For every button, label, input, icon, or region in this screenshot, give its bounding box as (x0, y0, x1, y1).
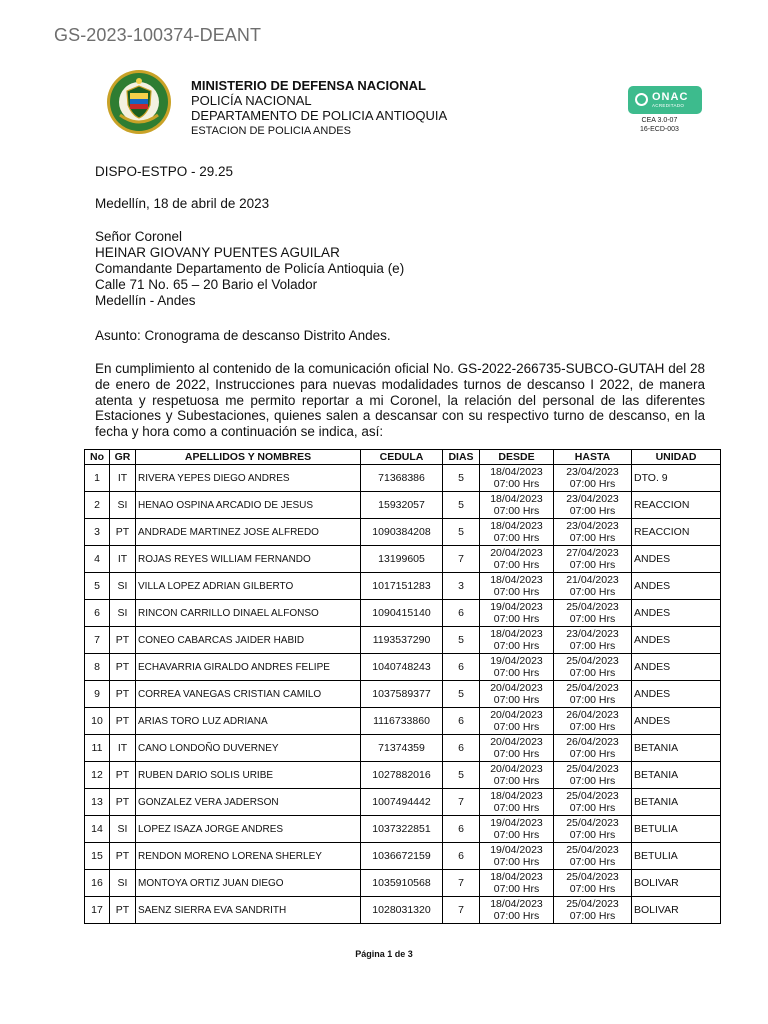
cell-hasta (554, 573, 632, 600)
onac-tagline: ACREDITADO (652, 103, 685, 108)
cell-cedula: 1090384208 (361, 519, 443, 546)
cell-no: 8 (85, 654, 110, 681)
cell-days: 6 (443, 843, 480, 870)
col-header: DIAS (443, 450, 480, 465)
cell-desde (480, 492, 554, 519)
hasta-date: 25/04/2023 (566, 655, 619, 667)
desde-date: 20/04/2023 (490, 709, 543, 721)
cell-days: 5 (443, 762, 480, 789)
desde-time: 07:00 Hrs (493, 829, 540, 841)
desde-date: 18/04/2023 (490, 493, 543, 505)
cell-hasta (554, 708, 632, 735)
onac-badge (628, 86, 702, 114)
cell-no: 3 (85, 519, 110, 546)
hasta-time: 07:00 Hrs (569, 748, 616, 760)
col-header: UNIDAD (632, 450, 721, 465)
hasta-time: 07:00 Hrs (569, 505, 616, 517)
cell-grade: PT (110, 654, 136, 681)
col-header: GR (110, 450, 136, 465)
rest-schedule-table (84, 449, 721, 924)
hasta-time: 07:00 Hrs (569, 613, 616, 625)
hasta-date: 25/04/2023 (566, 844, 619, 856)
cell-name: RUBEN DARIO SOLIS URIBE (136, 762, 361, 789)
desde-time: 07:00 Hrs (493, 586, 540, 598)
cell-name: VILLA LOPEZ ADRIAN GILBERTO (136, 573, 361, 600)
desde-time: 07:00 Hrs (493, 856, 540, 868)
cell-hasta (554, 735, 632, 762)
onac-code-1: CEA 3.0-07 (641, 117, 678, 124)
cell-desde (480, 708, 554, 735)
table-row (85, 708, 721, 735)
cell-grade: IT (110, 735, 136, 762)
cell-no: 9 (85, 681, 110, 708)
desde-date: 18/04/2023 (490, 871, 543, 883)
desde-time: 07:00 Hrs (493, 775, 540, 787)
hasta-time: 07:00 Hrs (569, 856, 616, 868)
onac-codes (640, 116, 679, 134)
letter-reference: DISPO-ESTPO - 29.25 (95, 164, 234, 179)
recipient-line: Calle 71 No. 65 – 20 Bario el Volador (95, 277, 318, 292)
cell-name: ARIAS TORO LUZ ADRIANA (136, 708, 361, 735)
cell-unit: BETANIA (632, 735, 721, 762)
cell-days: 7 (443, 789, 480, 816)
cell-grade: SI (110, 600, 136, 627)
cell-unit: REACCION (632, 519, 721, 546)
desde-date: 18/04/2023 (490, 574, 543, 586)
cell-cedula: 1037589377 (361, 681, 443, 708)
cell-grade: SI (110, 492, 136, 519)
cell-name: RIVERA YEPES DIEGO ANDRES (136, 465, 361, 492)
table-row (85, 762, 721, 789)
cell-desde (480, 816, 554, 843)
cell-unit: ANDES (632, 627, 721, 654)
recipient-line: HEINAR GIOVANY PUENTES AGUILAR (95, 245, 340, 260)
cell-unit: BETANIA (632, 789, 721, 816)
col-header: APELLIDOS Y NOMBRES (136, 450, 361, 465)
station-name: ESTACION DE POLICIA ANDES (191, 125, 351, 137)
cell-no: 4 (85, 546, 110, 573)
cell-name: SAENZ SIERRA EVA SANDRITH (136, 897, 361, 924)
cell-unit: ANDES (632, 573, 721, 600)
letter-date: Medellín, 18 de abril de 2023 (95, 196, 270, 211)
cell-no: 6 (85, 600, 110, 627)
cell-cedula: 1116733860 (361, 708, 443, 735)
cell-unit: DTO. 9 (632, 465, 721, 492)
cell-name: CANO LONDOÑO DUVERNEY (136, 735, 361, 762)
cell-days: 5 (443, 465, 480, 492)
hasta-time: 07:00 Hrs (569, 829, 616, 841)
hasta-time: 07:00 Hrs (569, 532, 616, 544)
desde-time: 07:00 Hrs (493, 613, 540, 625)
cell-hasta (554, 762, 632, 789)
cell-no: 7 (85, 627, 110, 654)
cell-no: 15 (85, 843, 110, 870)
desde-date: 19/04/2023 (490, 655, 543, 667)
police-name: POLICÍA NACIONAL (191, 93, 312, 108)
cell-cedula: 1007494442 (361, 789, 443, 816)
cell-cedula: 1193537290 (361, 627, 443, 654)
table-row (85, 816, 721, 843)
desde-time: 07:00 Hrs (493, 640, 540, 652)
hasta-date: 21/04/2023 (566, 574, 619, 586)
cell-unit: ANDES (632, 654, 721, 681)
cell-cedula: 1090415140 (361, 600, 443, 627)
cell-days: 5 (443, 492, 480, 519)
cell-hasta (554, 600, 632, 627)
hasta-date: 25/04/2023 (566, 898, 619, 910)
desde-date: 20/04/2023 (490, 763, 543, 775)
cell-no: 13 (85, 789, 110, 816)
cell-grade: IT (110, 546, 136, 573)
hasta-date: 27/04/2023 (566, 547, 619, 559)
desde-date: 18/04/2023 (490, 898, 543, 910)
cell-hasta (554, 789, 632, 816)
table-row (85, 897, 721, 924)
cell-grade: PT (110, 897, 136, 924)
hasta-date: 23/04/2023 (566, 520, 619, 532)
desde-date: 20/04/2023 (490, 736, 543, 748)
cell-days: 5 (443, 681, 480, 708)
cell-no: 16 (85, 870, 110, 897)
table-row (85, 627, 721, 654)
cell-desde (480, 654, 554, 681)
cell-grade: PT (110, 762, 136, 789)
table-row (85, 573, 721, 600)
cell-name: HENAO OSPINA ARCADIO DE JESUS (136, 492, 361, 519)
cell-no: 10 (85, 708, 110, 735)
cell-name: ECHAVARRIA GIRALDO ANDRES FELIPE (136, 654, 361, 681)
col-header: DESDE (480, 450, 554, 465)
table-header-row (85, 450, 721, 465)
cell-no: 2 (85, 492, 110, 519)
cell-name: CONEO CABARCAS JAIDER HABID (136, 627, 361, 654)
table-row (85, 654, 721, 681)
cell-no: 1 (85, 465, 110, 492)
cell-name: GONZALEZ VERA JADERSON (136, 789, 361, 816)
cell-name: RENDON MORENO LORENA SHERLEY (136, 843, 361, 870)
hasta-date: 25/04/2023 (566, 682, 619, 694)
cell-hasta (554, 816, 632, 843)
cell-desde (480, 735, 554, 762)
page-number: Página 1 de 3 (355, 949, 413, 959)
cell-hasta (554, 843, 632, 870)
hasta-time: 07:00 Hrs (569, 586, 616, 598)
cell-days: 3 (443, 573, 480, 600)
cell-cedula: 15932057 (361, 492, 443, 519)
department-name: DEPARTAMENTO DE POLICIA ANTIOQUIA (191, 108, 448, 123)
table-body (85, 465, 721, 924)
table-row (85, 519, 721, 546)
cell-unit: ANDES (632, 681, 721, 708)
table-row (85, 843, 721, 870)
desde-date: 19/04/2023 (490, 844, 543, 856)
cell-desde (480, 681, 554, 708)
cell-desde (480, 600, 554, 627)
cell-unit: BOLIVAR (632, 870, 721, 897)
cell-cedula: 1027882016 (361, 762, 443, 789)
cell-hasta (554, 654, 632, 681)
cell-hasta (554, 627, 632, 654)
cell-cedula: 1017151283 (361, 573, 443, 600)
cell-cedula: 1037322851 (361, 816, 443, 843)
recipient-line: Comandante Departamento de Policía Antioquia (e) (95, 261, 405, 276)
onac-brand: ONAC (652, 91, 689, 103)
desde-time: 07:00 Hrs (493, 559, 540, 571)
desde-time: 07:00 Hrs (493, 478, 540, 490)
cell-days: 5 (443, 519, 480, 546)
hasta-date: 25/04/2023 (566, 763, 619, 775)
cell-cedula: 13199605 (361, 546, 443, 573)
table-row (85, 735, 721, 762)
cell-days: 6 (443, 816, 480, 843)
hasta-date: 23/04/2023 (566, 466, 619, 478)
onac-code-2: 16-ECD-003 (640, 126, 679, 133)
table-row (85, 681, 721, 708)
desde-time: 07:00 Hrs (493, 748, 540, 760)
cell-desde (480, 843, 554, 870)
desde-time: 07:00 Hrs (493, 532, 540, 544)
desde-time: 07:00 Hrs (493, 721, 540, 733)
hasta-time: 07:00 Hrs (569, 775, 616, 787)
cell-no: 14 (85, 816, 110, 843)
cell-unit: ANDES (632, 546, 721, 573)
desde-date: 20/04/2023 (490, 547, 543, 559)
hasta-date: 25/04/2023 (566, 790, 619, 802)
hasta-date: 25/04/2023 (566, 601, 619, 613)
cell-grade: SI (110, 573, 136, 600)
letter-subject: Asunto: Cronograma de descanso Distrito Andes. (95, 328, 391, 343)
cell-desde (480, 546, 554, 573)
cell-hasta (554, 465, 632, 492)
desde-date: 18/04/2023 (490, 790, 543, 802)
table-row (85, 789, 721, 816)
desde-time: 07:00 Hrs (493, 910, 540, 922)
police-seal-icon (106, 69, 172, 135)
hasta-time: 07:00 Hrs (569, 694, 616, 706)
cell-hasta (554, 546, 632, 573)
cell-desde (480, 573, 554, 600)
hasta-time: 07:00 Hrs (569, 883, 616, 895)
cell-desde (480, 465, 554, 492)
desde-date: 18/04/2023 (490, 628, 543, 640)
desde-time: 07:00 Hrs (493, 883, 540, 895)
cell-unit: BETANIA (632, 762, 721, 789)
cell-name: ROJAS REYES WILLIAM FERNANDO (136, 546, 361, 573)
cell-cedula: 1036672159 (361, 843, 443, 870)
onac-ring-icon (635, 93, 648, 106)
cell-desde (480, 519, 554, 546)
cell-unit: BETULIA (632, 816, 721, 843)
cell-no: 5 (85, 573, 110, 600)
cell-name: ANDRADE MARTINEZ JOSE ALFREDO (136, 519, 361, 546)
cell-cedula: 1028031320 (361, 897, 443, 924)
hasta-date: 23/04/2023 (566, 628, 619, 640)
cell-unit: BOLIVAR (632, 897, 721, 924)
cell-grade: PT (110, 843, 136, 870)
cell-days: 6 (443, 708, 480, 735)
cell-days: 7 (443, 897, 480, 924)
cell-grade: SI (110, 870, 136, 897)
desde-date: 18/04/2023 (490, 520, 543, 532)
hasta-time: 07:00 Hrs (569, 721, 616, 733)
hasta-time: 07:00 Hrs (569, 910, 616, 922)
hasta-time: 07:00 Hrs (569, 640, 616, 652)
cell-name: RINCON CARRILLO DINAEL ALFONSO (136, 600, 361, 627)
cell-desde (480, 627, 554, 654)
cell-cedula: 1040748243 (361, 654, 443, 681)
desde-time: 07:00 Hrs (493, 694, 540, 706)
table-row (85, 492, 721, 519)
cell-cedula: 71374359 (361, 735, 443, 762)
cell-hasta (554, 519, 632, 546)
cell-grade: PT (110, 519, 136, 546)
col-header: HASTA (554, 450, 632, 465)
cell-desde (480, 789, 554, 816)
table-row (85, 465, 721, 492)
cell-unit: ANDES (632, 600, 721, 627)
hasta-time: 07:00 Hrs (569, 559, 616, 571)
document-id: GS-2023-100374-DEANT (54, 25, 262, 45)
col-header: No (85, 450, 110, 465)
desde-time: 07:00 Hrs (493, 667, 540, 679)
cell-hasta (554, 492, 632, 519)
desde-date: 19/04/2023 (490, 817, 543, 829)
cell-desde (480, 762, 554, 789)
hasta-time: 07:00 Hrs (569, 802, 616, 814)
cell-grade: PT (110, 789, 136, 816)
table-row (85, 870, 721, 897)
cell-grade: PT (110, 681, 136, 708)
cell-name: MONTOYA ORTIZ JUAN DIEGO (136, 870, 361, 897)
cell-hasta (554, 870, 632, 897)
desde-date: 19/04/2023 (490, 601, 543, 613)
col-header: CEDULA (361, 450, 443, 465)
cell-no: 17 (85, 897, 110, 924)
desde-date: 18/04/2023 (490, 466, 543, 478)
desde-time: 07:00 Hrs (493, 505, 540, 517)
hasta-date: 26/04/2023 (566, 709, 619, 721)
table-row (85, 600, 721, 627)
ministry-name: MINISTERIO DE DEFENSA NACIONAL (191, 78, 426, 93)
cell-name: CORREA VANEGAS CRISTIAN CAMILO (136, 681, 361, 708)
hasta-time: 07:00 Hrs (569, 667, 616, 679)
cell-grade: PT (110, 708, 136, 735)
recipient-line: Medellín - Andes (95, 293, 196, 308)
desde-date: 20/04/2023 (490, 682, 543, 694)
cell-unit: BETULIA (632, 843, 721, 870)
cell-grade: PT (110, 627, 136, 654)
cell-grade: SI (110, 816, 136, 843)
cell-hasta (554, 681, 632, 708)
hasta-date: 26/04/2023 (566, 736, 619, 748)
cell-days: 7 (443, 870, 480, 897)
cell-hasta (554, 897, 632, 924)
cell-cedula: 1035910568 (361, 870, 443, 897)
letter-body: En cumplimiento al contenido de la comunicación oficial No. GS-2022-266735-SUBCO-GUTAH del 28 de enero de 2022, Instrucciones para nuevas modalidades turnos de descanso I 2022, de manera atenta y respetuosa me permito reportar a mi Coronel, la relación del personal de las diferentes Estaciones y Subestaciones, quienes salen a descansar con su respectivo turno de descanso, en la fecha y hora como a continuación se indica, así: (95, 361, 705, 440)
hasta-time: 07:00 Hrs (569, 478, 616, 490)
table-row (85, 546, 721, 573)
cell-unit: REACCION (632, 492, 721, 519)
cell-no: 11 (85, 735, 110, 762)
hasta-date: 25/04/2023 (566, 817, 619, 829)
cell-days: 6 (443, 654, 480, 681)
cell-days: 6 (443, 735, 480, 762)
cell-days: 5 (443, 627, 480, 654)
cell-cedula: 71368386 (361, 465, 443, 492)
letterhead (191, 78, 447, 139)
cell-desde (480, 870, 554, 897)
hasta-date: 25/04/2023 (566, 871, 619, 883)
cell-no: 12 (85, 762, 110, 789)
recipient-block (95, 229, 705, 309)
cell-unit: ANDES (632, 708, 721, 735)
cell-days: 7 (443, 546, 480, 573)
cell-name: LOPEZ ISAZA JORGE ANDRES (136, 816, 361, 843)
cell-days: 6 (443, 600, 480, 627)
recipient-line: Señor Coronel (95, 229, 183, 244)
cell-desde (480, 897, 554, 924)
desde-time: 07:00 Hrs (493, 802, 540, 814)
cell-grade: IT (110, 465, 136, 492)
hasta-date: 23/04/2023 (566, 493, 619, 505)
